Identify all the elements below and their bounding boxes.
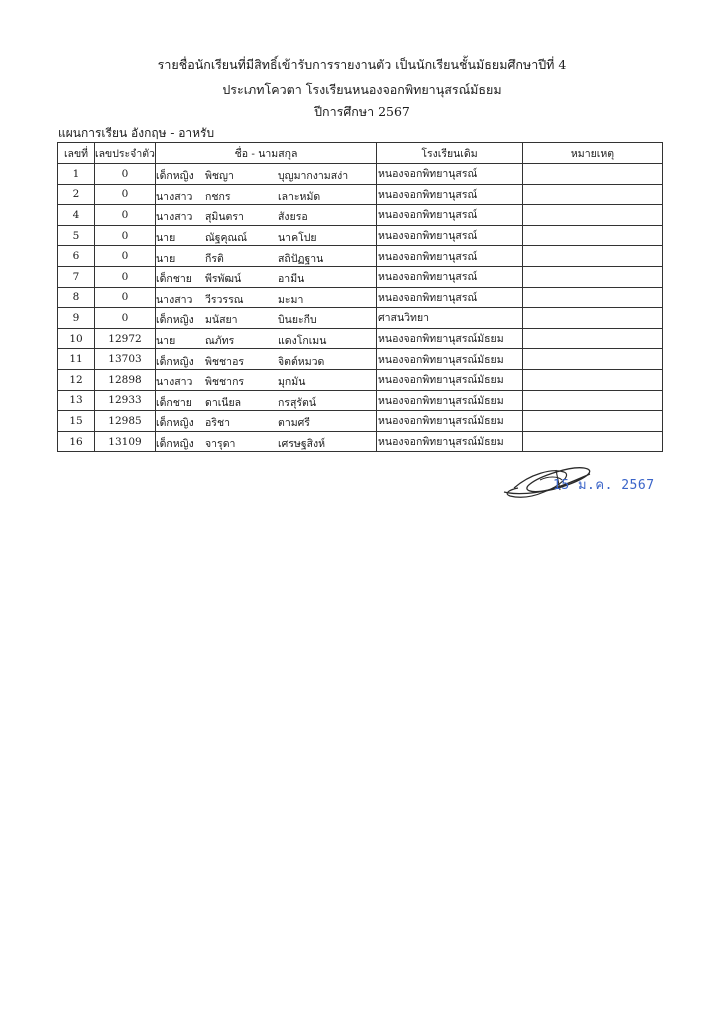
cell-id: 13703 xyxy=(95,349,156,370)
cell-note xyxy=(523,328,663,349)
cell-name xyxy=(156,431,377,452)
name-prefix: เด็กหญิง xyxy=(156,355,194,368)
table-body xyxy=(58,164,663,452)
first-name: ดาเนียล xyxy=(205,396,242,409)
name-prefix: นางสาว xyxy=(156,190,193,203)
last-name: นาคโปย xyxy=(278,232,317,245)
name-prefix: เด็กหญิง xyxy=(156,314,194,327)
first-name: พิชชาอร xyxy=(205,355,245,368)
cell-school: หนองจอกพิทยานุสรณ์ xyxy=(377,266,523,287)
header-name: ชื่อ - นามสกุล xyxy=(156,143,377,164)
last-name: มะมา xyxy=(278,293,304,306)
name-prefix: เด็กชาย xyxy=(156,396,192,409)
cell-school: หนองจอกพิทยานุสรณ์ xyxy=(377,184,523,205)
cell-note xyxy=(523,349,663,370)
cell-name xyxy=(156,369,377,390)
table-row xyxy=(58,164,663,185)
cell-id: 12898 xyxy=(95,369,156,390)
cell-no: 4 xyxy=(58,205,95,226)
academic-year: ปีการศึกษา 2567 xyxy=(314,104,410,119)
cell-id: 0 xyxy=(95,308,156,329)
cell-name xyxy=(156,225,377,246)
cell-name xyxy=(156,246,377,267)
cell-name xyxy=(156,308,377,329)
last-name: จิตต์หมวด xyxy=(278,355,325,368)
table-row xyxy=(58,411,663,432)
last-name: แดงโกเมน xyxy=(278,335,327,348)
header-note: หมายเหตุ xyxy=(523,143,663,164)
cell-name xyxy=(156,411,377,432)
name-prefix: เด็กหญิง xyxy=(156,170,194,183)
cell-id: 0 xyxy=(95,205,156,226)
cell-id: 0 xyxy=(95,164,156,185)
cell-name xyxy=(156,390,377,411)
name-prefix: เด็กชาย xyxy=(156,273,192,286)
table-row xyxy=(58,349,663,370)
cell-name xyxy=(156,328,377,349)
cell-no: 7 xyxy=(58,266,95,287)
cell-no: 6 xyxy=(58,246,95,267)
table-row xyxy=(58,287,663,308)
header-school: โรงเรียนเดิม xyxy=(377,143,523,164)
first-name: อริชา xyxy=(205,417,230,430)
cell-school: หนองจอกพิทยานุสรณ์มัธยม xyxy=(377,390,523,411)
cell-note xyxy=(523,246,663,267)
table-header-row xyxy=(58,143,663,164)
last-name: สังยรอ xyxy=(278,211,308,224)
last-name: มุกมัน xyxy=(278,376,306,389)
table-row xyxy=(58,369,663,390)
cell-school: ศาสนวิทยา xyxy=(377,308,523,329)
table-row xyxy=(58,390,663,411)
name-prefix: นาย xyxy=(156,252,176,265)
cell-no: 10 xyxy=(58,328,95,349)
cell-school: หนองจอกพิทยานุสรณ์มัธยม xyxy=(377,369,523,390)
name-prefix: เด็กหญิง xyxy=(156,417,194,430)
cell-note xyxy=(523,164,663,185)
cell-note xyxy=(523,369,663,390)
first-name: พีรพัฒน์ xyxy=(205,273,242,286)
cell-note xyxy=(523,411,663,432)
cell-school: หนองจอกพิทยานุสรณ์ xyxy=(377,164,523,185)
cell-name xyxy=(156,287,377,308)
first-name: จารุดา xyxy=(205,438,236,451)
cell-id: 0 xyxy=(95,225,156,246)
name-prefix: นาย xyxy=(156,335,176,348)
cell-note xyxy=(523,205,663,226)
date-stamp: 15 ม.ค. 2567 xyxy=(553,478,655,493)
first-name: วีรวรรณ xyxy=(205,293,244,306)
first-name: ณัฐคุณณ์ xyxy=(205,232,248,245)
table-row xyxy=(58,246,663,267)
name-prefix: นางสาว xyxy=(156,211,193,224)
first-name: สุมินตรา xyxy=(205,211,244,224)
cell-note xyxy=(523,390,663,411)
cell-school: หนองจอกพิทยานุสรณ์ xyxy=(377,246,523,267)
name-prefix: นาย xyxy=(156,232,176,245)
first-name: กชกร xyxy=(205,190,231,203)
cell-id: 0 xyxy=(95,287,156,308)
last-name: อามีน xyxy=(278,273,305,286)
cell-no: 12 xyxy=(58,369,95,390)
cell-school: หนองจอกพิทยานุสรณ์ xyxy=(377,205,523,226)
table-row xyxy=(58,225,663,246)
table-row xyxy=(58,431,663,452)
name-prefix: เด็กหญิง xyxy=(156,438,194,451)
first-name: กีรติ xyxy=(205,252,224,265)
last-name: กรสุรัตน์ xyxy=(278,396,317,409)
last-name: เลาะหมัด xyxy=(278,190,321,203)
student-table xyxy=(57,142,663,452)
cell-name xyxy=(156,164,377,185)
cell-note xyxy=(523,225,663,246)
cell-school: หนองจอกพิทยานุสรณ์มัธยม xyxy=(377,411,523,432)
cell-id: 12933 xyxy=(95,390,156,411)
header-no: เลขที่ xyxy=(58,143,95,164)
document-subtitle: ประเภทโควตา โรงเรียนหนองจอกพิทยานุสรณ์มัธยม xyxy=(222,82,502,97)
first-name: ณภัทร xyxy=(205,335,235,348)
document-title: รายชื่อนักเรียนที่มีสิทธิ์เข้ารับการรายงานตัว เป็นนักเรียนชั้นมัธยมศึกษาปีที่ 4 xyxy=(157,57,567,72)
cell-no: 9 xyxy=(58,308,95,329)
cell-name xyxy=(156,266,377,287)
cell-no: 16 xyxy=(58,431,95,452)
last-name: สถิปัฏฐาน xyxy=(278,252,324,265)
cell-id: 0 xyxy=(95,266,156,287)
cell-name xyxy=(156,205,377,226)
cell-name xyxy=(156,349,377,370)
cell-note xyxy=(523,184,663,205)
cell-no: 11 xyxy=(58,349,95,370)
name-prefix: นางสาว xyxy=(156,376,193,389)
cell-id: 0 xyxy=(95,184,156,205)
cell-school: หนองจอกพิทยานุสรณ์ xyxy=(377,225,523,246)
cell-no: 1 xyxy=(58,164,95,185)
first-name: มนัสยา xyxy=(205,314,238,327)
last-name: บินยะกีบ xyxy=(278,314,317,327)
cell-no: 13 xyxy=(58,390,95,411)
header-id: เลขประจำตัว xyxy=(95,143,156,164)
cell-id: 12985 xyxy=(95,411,156,432)
cell-no: 15 xyxy=(58,411,95,432)
last-name: บุญมากงามสง่า xyxy=(278,170,349,183)
cell-school: หนองจอกพิทยานุสรณ์มัธยม xyxy=(377,349,523,370)
cell-note xyxy=(523,308,663,329)
last-name: เศรษฐสิงห์ xyxy=(278,438,326,451)
name-prefix: นางสาว xyxy=(156,293,193,306)
cell-id: 12972 xyxy=(95,328,156,349)
table-row xyxy=(58,308,663,329)
first-name: พิชญา xyxy=(205,170,234,183)
last-name: ตามศรี xyxy=(278,417,310,430)
table-row xyxy=(58,266,663,287)
cell-school: หนองจอกพิทยานุสรณ์มัธยม xyxy=(377,431,523,452)
cell-school: หนองจอกพิทยานุสรณ์ xyxy=(377,287,523,308)
cell-no: 8 xyxy=(58,287,95,308)
first-name: พิชชากร xyxy=(205,376,245,389)
cell-id: 0 xyxy=(95,246,156,267)
table-row xyxy=(58,205,663,226)
cell-name xyxy=(156,184,377,205)
cell-id: 13109 xyxy=(95,431,156,452)
table-row xyxy=(58,184,663,205)
study-plan-label: แผนการเรียน อังกฤษ - อาหรับ xyxy=(58,126,215,140)
cell-note xyxy=(523,287,663,308)
cell-no: 5 xyxy=(58,225,95,246)
cell-note xyxy=(523,266,663,287)
cell-note xyxy=(523,431,663,452)
cell-school: หนองจอกพิทยานุสรณ์มัธยม xyxy=(377,328,523,349)
cell-no: 2 xyxy=(58,184,95,205)
table-row xyxy=(58,328,663,349)
